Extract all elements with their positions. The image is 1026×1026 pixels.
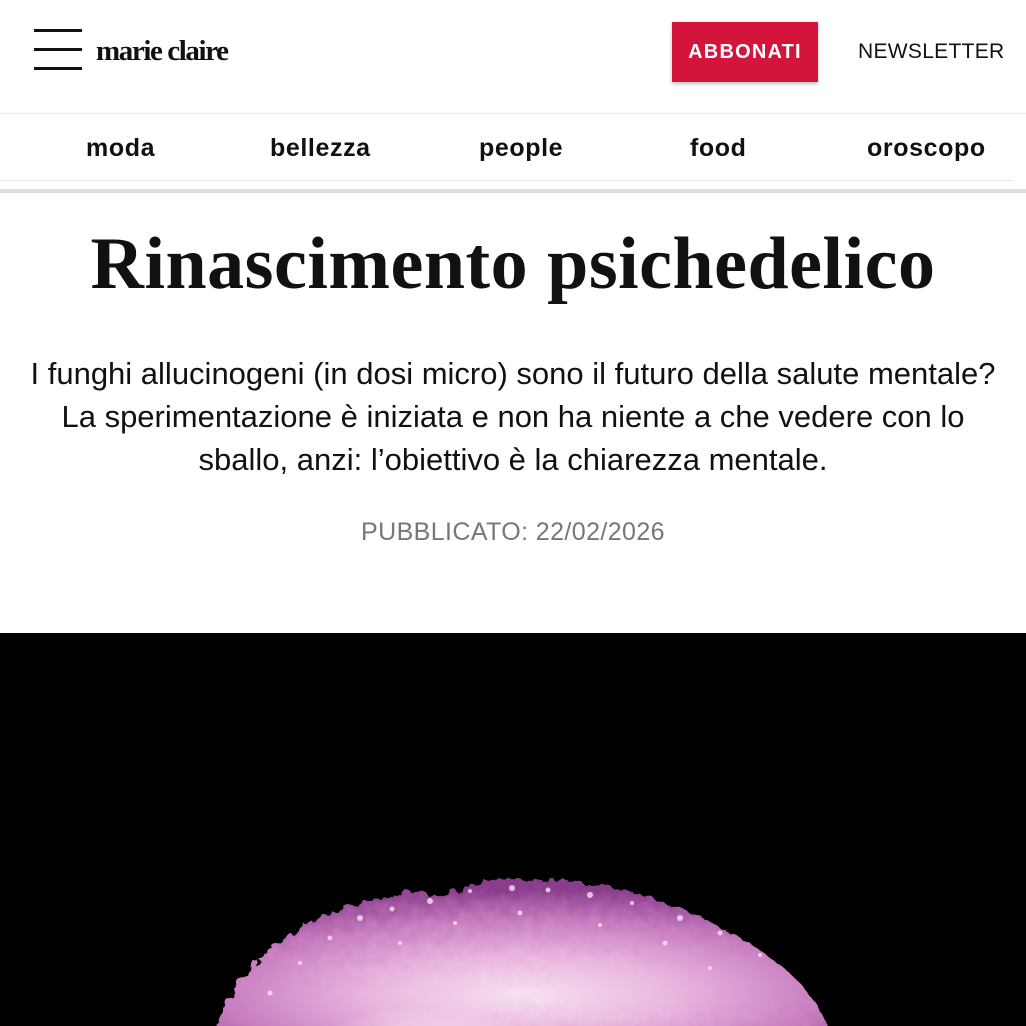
newsletter-link[interactable]: NEWSLETTER	[858, 40, 1005, 63]
article-title: Rinascimento psichedelico	[90, 223, 936, 305]
menu-icon-bar	[34, 29, 82, 32]
nav-item-people[interactable]: people	[479, 134, 564, 162]
main-nav	[0, 115, 1012, 181]
site-header	[0, 0, 1026, 114]
nav-item-food[interactable]: food	[690, 134, 747, 162]
mushroom-cap-image	[0, 633, 1026, 1026]
nav-divider	[0, 189, 1026, 193]
nav-item-oroscopo[interactable]: oroscopo	[867, 134, 986, 162]
site-logo[interactable]: marie claire	[96, 35, 228, 67]
menu-icon[interactable]	[34, 29, 82, 71]
nav-item-moda[interactable]: moda	[86, 134, 156, 162]
hero-image	[0, 633, 1026, 1026]
menu-icon-bar	[34, 67, 82, 70]
article-standfirst: I funghi allucinogeni (in dosi micro) sono il futuro della salute mentale? La sperimentazione è iniziata e non ha niente a che vedere con lo sballo, anzi: l’obiettivo è la chiarezza mentale.	[30, 356, 996, 477]
nav-item-bellezza[interactable]: bellezza	[270, 134, 371, 162]
publish-date: PUBBLICATO: 22/02/2026	[361, 518, 665, 546]
subscribe-button[interactable]: ABBONATI	[672, 22, 818, 82]
menu-icon-bar	[34, 48, 82, 51]
